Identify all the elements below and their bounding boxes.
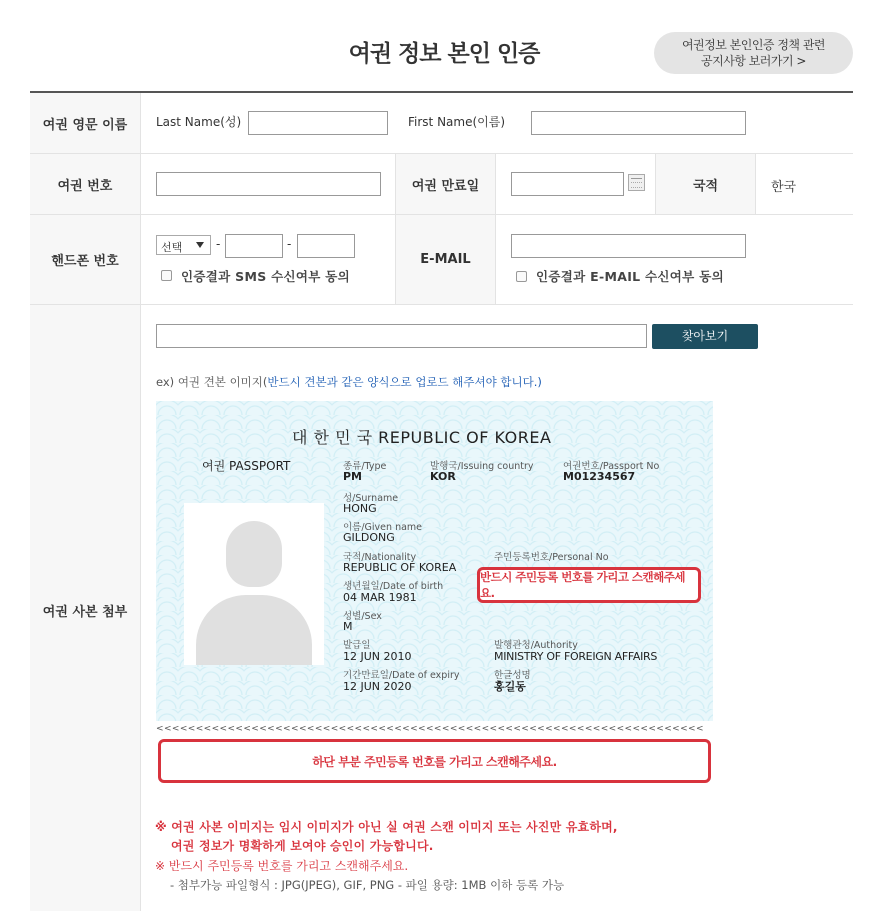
passport-title: 대 한 민 국 REPUBLIC OF KOREA (292, 428, 552, 447)
passport-no-label: 여권번호/Passport No (563, 461, 660, 472)
first-name-label: First Name(이름) (408, 115, 506, 129)
file-path-input[interactable] (156, 324, 647, 348)
example-caption: ex) 여권 견본 이미지(반드시 견본과 같은 양식으로 업로드 해주셔야 합니다.) (156, 375, 542, 389)
type-label: 종류/Type (343, 461, 387, 472)
note-valid-image: ※ 여권 사본 이미지는 임시 이미지가 아닌 실 여권 스캔 이미지 또는 사진만 유효하며, (155, 820, 618, 834)
signature-label: 한글성명 (494, 670, 531, 681)
sex-value: M (343, 620, 353, 633)
name-row (30, 93, 853, 154)
calendar-icon[interactable] (628, 174, 645, 191)
policy-notice-button[interactable] (654, 32, 853, 74)
given-name-label: 이름/Given name (343, 522, 423, 533)
surname-label: 성/Surname (343, 493, 399, 504)
authority-label: 발행관청/Authority (494, 640, 578, 651)
surname-value: HONG (343, 502, 377, 515)
personal-no-label: 주민등록번호/Personal No (494, 552, 609, 563)
passport-number-row (30, 154, 853, 215)
authority-value: MINISTRY OF FOREIGN AFFAIRS (494, 650, 658, 663)
dob-value: 04 MAR 1981 (343, 591, 417, 604)
passport-doc-label: 여권 PASSPORT (202, 459, 291, 473)
contact-row (30, 215, 853, 305)
email-consent-checkbox[interactable] (516, 271, 527, 282)
sms-consent-checkbox[interactable] (161, 270, 172, 281)
chevron-down-icon (196, 242, 204, 248)
nationality-value-sample: REPUBLIC OF KOREA (343, 561, 457, 574)
issue-date-label: 발급일 (343, 640, 371, 651)
mrz-line-1: <<<<<<<<<<<<<<<<<<<<<<<<<<<<<<<<<<<<<<<<<<<<<<<<<<<<<<<<<<<<<<<<<<<<< (156, 724, 704, 734)
expiry-header: 여권 만료일 (396, 154, 495, 214)
portrait-photo (184, 503, 324, 665)
phone-prefix-value: 선택 (161, 241, 183, 254)
phone-dash-2: - (287, 237, 292, 251)
last-name-label: Last Name(성) (156, 115, 242, 129)
attachment-header: 여권 사본 첨부 (30, 305, 140, 911)
sample-passport-image (156, 401, 713, 721)
page-title: 여권 정보 본인 인증 (348, 41, 540, 67)
issuing-country-value: KOR (430, 470, 456, 483)
notice-line-2: 공지사항 보러가기 > (701, 54, 806, 68)
sms-consent-label: 인증결과 SMS 수신여부 동의 (181, 269, 351, 284)
expiry-date-input[interactable] (511, 172, 624, 196)
issue-date-value: 12 JUN 2010 (343, 650, 412, 663)
phone-header: 핸드폰 번호 (30, 215, 140, 304)
given-name-value: GILDONG (343, 531, 395, 544)
nationality-label: 국적/Nationality (343, 552, 417, 563)
email-header: E-MAIL (396, 215, 495, 304)
mask-notice-personal-no: 반드시 주민등록 번호를 가리고 스캔해주세요. (477, 567, 701, 603)
expiry-label: 기간만료일/Date of expiry (343, 670, 460, 681)
note-approval: 여권 정보가 명확하게 보여야 승인이 가능합니다. (171, 839, 434, 853)
passport-number-input[interactable] (156, 172, 381, 196)
email-consent-label: 인증결과 E-MAIL 수신여부 동의 (536, 269, 724, 284)
dob-label: 생년월일/Date of birth (343, 581, 444, 592)
note-file-format: - 첨부가능 파일형식 : JPG(JPEG), GIF, PNG - 파일 용량: 1MB 이하 등록 가능 (170, 878, 565, 892)
expiry-value-sample: 12 JUN 2020 (343, 680, 412, 693)
first-name-input[interactable] (531, 111, 746, 135)
browse-button[interactable]: 찾아보기 (652, 324, 758, 349)
name-header: 여권 영문 이름 (30, 93, 140, 153)
phone-middle-input[interactable] (225, 234, 283, 258)
nationality-header: 국적 (656, 154, 755, 214)
nationality-value: 한국 (771, 180, 797, 195)
email-input[interactable] (511, 234, 746, 258)
passport-no-value: M01234567 (563, 470, 636, 483)
phone-dash-1: - (216, 237, 221, 251)
passport-number-header: 여권 번호 (30, 154, 140, 214)
issuing-country-label: 발행국/Issuing country (430, 461, 534, 472)
last-name-input[interactable] (248, 111, 388, 135)
notice-line-1: 여권정보 본인인증 정책 관련 (681, 38, 826, 52)
mask-notice-bottom: 하단 부분 주민등록 번호를 가리고 스캔해주세요. (158, 739, 711, 783)
signature-value: 홍길동 (494, 680, 526, 693)
type-value: PM (343, 470, 363, 483)
phone-last-input[interactable] (297, 234, 355, 258)
sex-label: 성별/Sex (343, 611, 382, 622)
note-mask-personal-no: ※ 반드시 주민등록 번호를 가리고 스캔해주세요. (155, 859, 409, 873)
phone-prefix-select[interactable] (156, 235, 211, 255)
